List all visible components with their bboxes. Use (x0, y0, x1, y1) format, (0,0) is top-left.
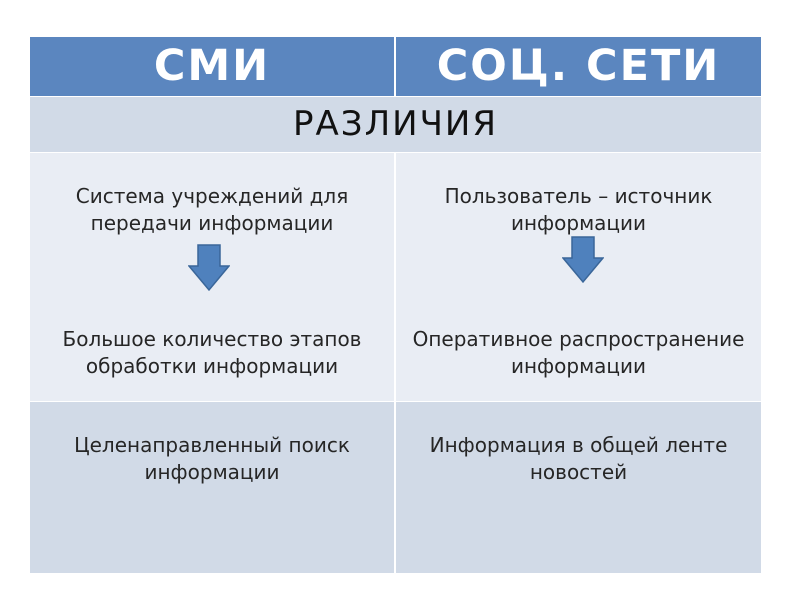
right-lower-cell (396, 402, 761, 573)
left-top-text: Система учреждений для передачи информации (75, 184, 349, 235)
right-bottom-text: Оперативное распространение информации (412, 327, 745, 378)
header-smi: СМИ (30, 37, 394, 96)
left-process-cell (30, 153, 394, 401)
right-top-text: Пользователь – источник информации (444, 184, 713, 235)
right-lower-text: Информация в общей ленте новостей (429, 433, 728, 484)
comparison-table (30, 37, 761, 573)
left-bottom-text: Большое количество этапов обработки информации (62, 327, 362, 378)
left-lower-cell (30, 402, 394, 573)
subheader-differences: РАЗЛИЧИЯ (30, 97, 761, 152)
arrow-down-icon (188, 244, 230, 292)
header-social-networks: СОЦ. СЕТИ (396, 37, 761, 96)
left-lower-text: Целенаправленный поиск информации (74, 433, 350, 484)
arrow-down-icon (562, 236, 604, 284)
right-process-cell (396, 153, 761, 401)
